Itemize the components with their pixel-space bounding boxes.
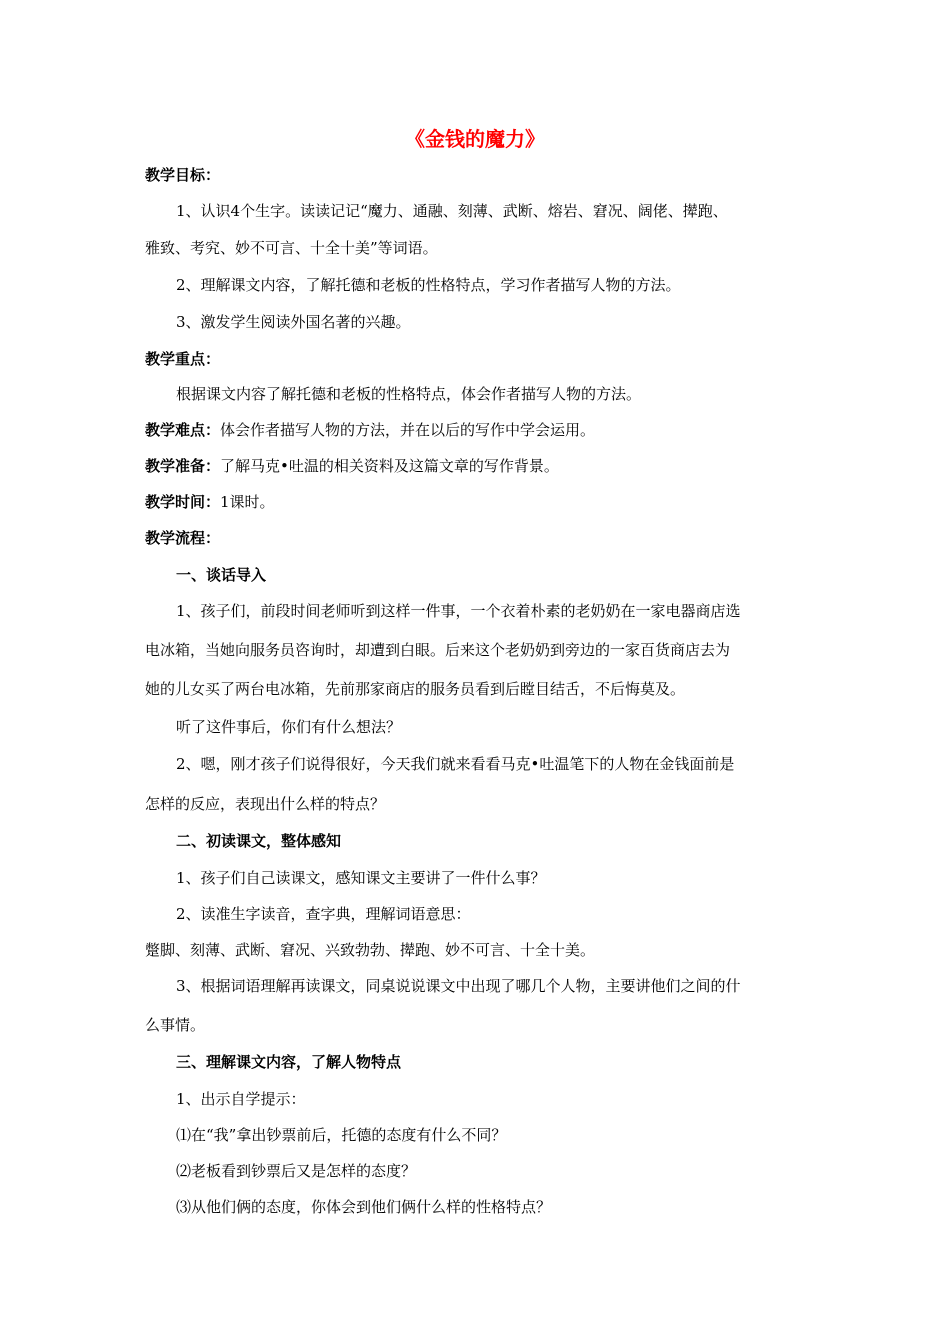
section-3-p1: 1、出示自学提示： [176, 1090, 306, 1108]
section-2-p4-line-2: 么事情。 [145, 1016, 206, 1034]
section-2-p1: 1、孩子们自己读课文，感知课文主要讲了一件什么事？ [176, 869, 546, 887]
preparation-row [145, 456, 815, 476]
section-3-heading: 三、理解课文内容，了解人物特点 [176, 1053, 402, 1071]
goals-item-1-line-1: 1、认识4个生字。读读记记“魔力、通融、刻薄、武断、熔岩、窘况、阔佬、撵跑、 [176, 202, 728, 220]
difficulty-text: 体会作者描写人物的方法，并在以后的写作中学会运用。 [220, 421, 596, 439]
difficulty-row [145, 420, 815, 440]
process-heading: 教学流程： [145, 529, 221, 547]
section-1-p1-line-3: 她的儿女买了两台电冰箱，先前那家商店的服务员看到后瞠目结舌，不后悔莫及。 [145, 680, 686, 698]
section-2-heading: 二、初读课文，整体感知 [176, 832, 342, 850]
key-point-text: 根据课文内容了解托德和老板的性格特点，体会作者描写人物的方法。 [176, 385, 642, 403]
preparation-label: 教学准备： [145, 457, 221, 475]
difficulty-label: 教学难点： [145, 421, 221, 439]
time-row [145, 492, 815, 512]
section-2-p4-line-1: 3、根据词语理解再读课文，同桌说说课文中出现了哪几个人物，主要讲他们之间的什 [176, 977, 741, 995]
goals-item-1-line-2: 雅致、考究、妙不可言、十全十美”等词语。 [145, 239, 438, 257]
time-text: 1课时。 [220, 493, 275, 511]
section-2-p2: 2、读准生字读音，查字典，理解词语意思： [176, 905, 471, 923]
section-1-p3-line-2: 怎样的反应，表现出什么样的特点？ [145, 795, 386, 813]
key-point-heading: 教学重点： [145, 350, 221, 368]
preparation-text: 了解马克•吐温的相关资料及这篇文章的写作背景。 [220, 457, 559, 475]
document-title: 《金钱的魔力》 [405, 127, 545, 151]
section-1-p1-line-1: 1、孩子们，前段时间老师听到这样一件事，一个衣着朴素的老奶奶在一家电器商店选 [176, 602, 741, 620]
section-3-q2: ⑵老板看到钞票后又是怎样的态度？ [176, 1162, 417, 1180]
section-3-q1: ⑴在“我”拿出钞票前后，托德的态度有什么不同？ [176, 1126, 507, 1144]
section-1-p1-line-2: 电冰箱，当她向服务员咨询时，却遭到白眼。后来这个老奶奶到旁边的一家百货商店去为 [145, 641, 731, 659]
section-3-q3: ⑶从他们俩的态度，你体会到他们俩什么样的性格特点？ [176, 1198, 552, 1216]
section-1-p3-line-1: 2、嗯，刚才孩子们说得很好，今天我们就来看看马克•吐温笔下的人物在金钱面前是 [176, 755, 735, 773]
section-1-p2: 听了这件事后，你们有什么想法？ [176, 718, 402, 736]
time-label: 教学时间： [145, 493, 221, 511]
goals-item-2: 2、理解课文内容，了解托德和老板的性格特点，学习作者描写人物的方法。 [176, 276, 681, 294]
goals-item-3: 3、激发学生阅读外国名著的兴趣。 [176, 313, 411, 331]
section-1-heading: 一、谈话导入 [176, 566, 267, 584]
goals-heading: 教学目标： [145, 166, 221, 184]
section-2-p3: 蹩脚、刻薄、武断、窘况、兴致勃勃、撵跑、妙不可言、十全十美。 [145, 941, 596, 959]
